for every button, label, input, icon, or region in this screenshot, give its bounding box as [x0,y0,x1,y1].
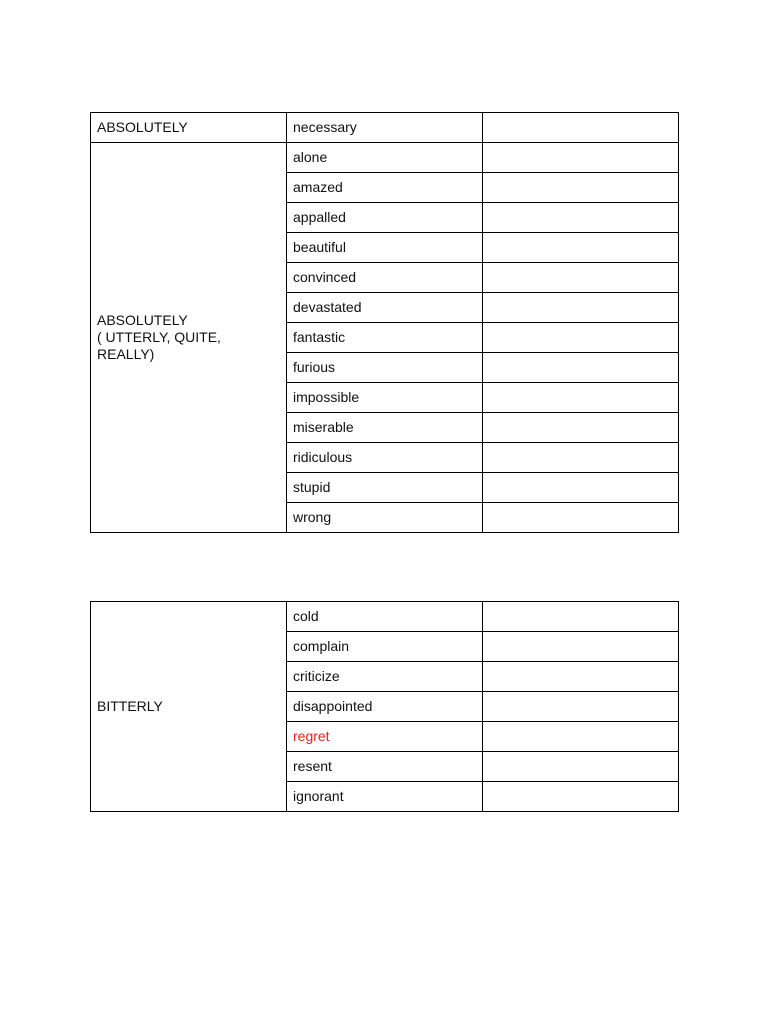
answer-cell[interactable] [483,662,679,692]
absolutely-table-body [91,113,679,533]
collocate-word: complain [293,638,350,654]
word-cell [287,263,483,293]
collocate-word: ignorant [293,788,344,804]
collocate-word: ridiculous [293,449,353,465]
absolutely-header-cell [91,113,287,143]
word-cell [287,233,483,263]
answer-cell[interactable] [483,263,679,293]
answer-cell[interactable] [483,353,679,383]
answer-cell[interactable] [483,233,679,263]
word-cell [287,692,483,722]
word-cell [287,473,483,503]
collocate-word: furious [293,359,336,375]
table-row [91,602,679,632]
collocate-word: appalled [293,209,346,225]
word-cell [287,383,483,413]
answer-cell[interactable] [483,323,679,353]
table-row [91,113,679,143]
word-cell [287,203,483,233]
answer-cell[interactable] [483,782,679,812]
word-cell [287,602,483,632]
answer-cell[interactable] [483,383,679,413]
answer-cell[interactable] [483,113,679,143]
absolutely-adverb-label: ABSOLUTELY ( UTTERLY, QUITE, REALLY) [97,312,221,362]
collocate-word: stupid [293,479,331,495]
answer-cell[interactable] [483,692,679,722]
collocate-word-highlighted: regret [293,728,330,744]
collocate-word: fantastic [293,329,346,345]
answer-cell[interactable] [483,413,679,443]
word-cell [287,173,483,203]
word-cell [287,782,483,812]
word-cell [287,662,483,692]
word-cell [287,722,483,752]
collocate-word: beautiful [293,239,346,255]
word-cell [287,632,483,662]
collocate-word: miserable [293,419,354,435]
word-cell [287,143,483,173]
word-cell [287,443,483,473]
bitterly-adverb-cell [91,602,287,812]
absolutely-adverb-cell [91,143,287,533]
absolutely-table [90,112,679,533]
word-cell [287,293,483,323]
answer-cell[interactable] [483,443,679,473]
word-cell [287,353,483,383]
collocate-word: resent [293,758,332,774]
table-row [91,143,679,173]
bitterly-table-body [91,602,679,812]
answer-cell[interactable] [483,503,679,533]
answer-cell[interactable] [483,143,679,173]
collocate-word: criticize [293,668,340,684]
answer-cell[interactable] [483,293,679,323]
collocate-word: necessary [293,119,357,135]
answer-cell[interactable] [483,203,679,233]
word-cell [287,503,483,533]
collocate-word: impossible [293,389,360,405]
collocate-word: cold [293,608,319,624]
collocate-word: amazed [293,179,343,195]
collocate-word: wrong [293,509,332,525]
answer-cell[interactable] [483,602,679,632]
word-cell [287,113,483,143]
word-cell [287,752,483,782]
bitterly-adverb-label: BITTERLY [97,698,163,714]
answer-cell[interactable] [483,632,679,662]
collocate-word: disappointed [293,698,373,714]
answer-cell[interactable] [483,752,679,782]
word-cell [287,323,483,353]
answer-cell[interactable] [483,722,679,752]
collocate-word: convinced [293,269,357,285]
answer-cell[interactable] [483,473,679,503]
collocate-word: alone [293,149,328,165]
absolutely-header-label: ABSOLUTELY [97,119,188,135]
collocate-word: devastated [293,299,362,315]
answer-cell[interactable] [483,173,679,203]
bitterly-table [90,601,679,812]
word-cell [287,413,483,443]
